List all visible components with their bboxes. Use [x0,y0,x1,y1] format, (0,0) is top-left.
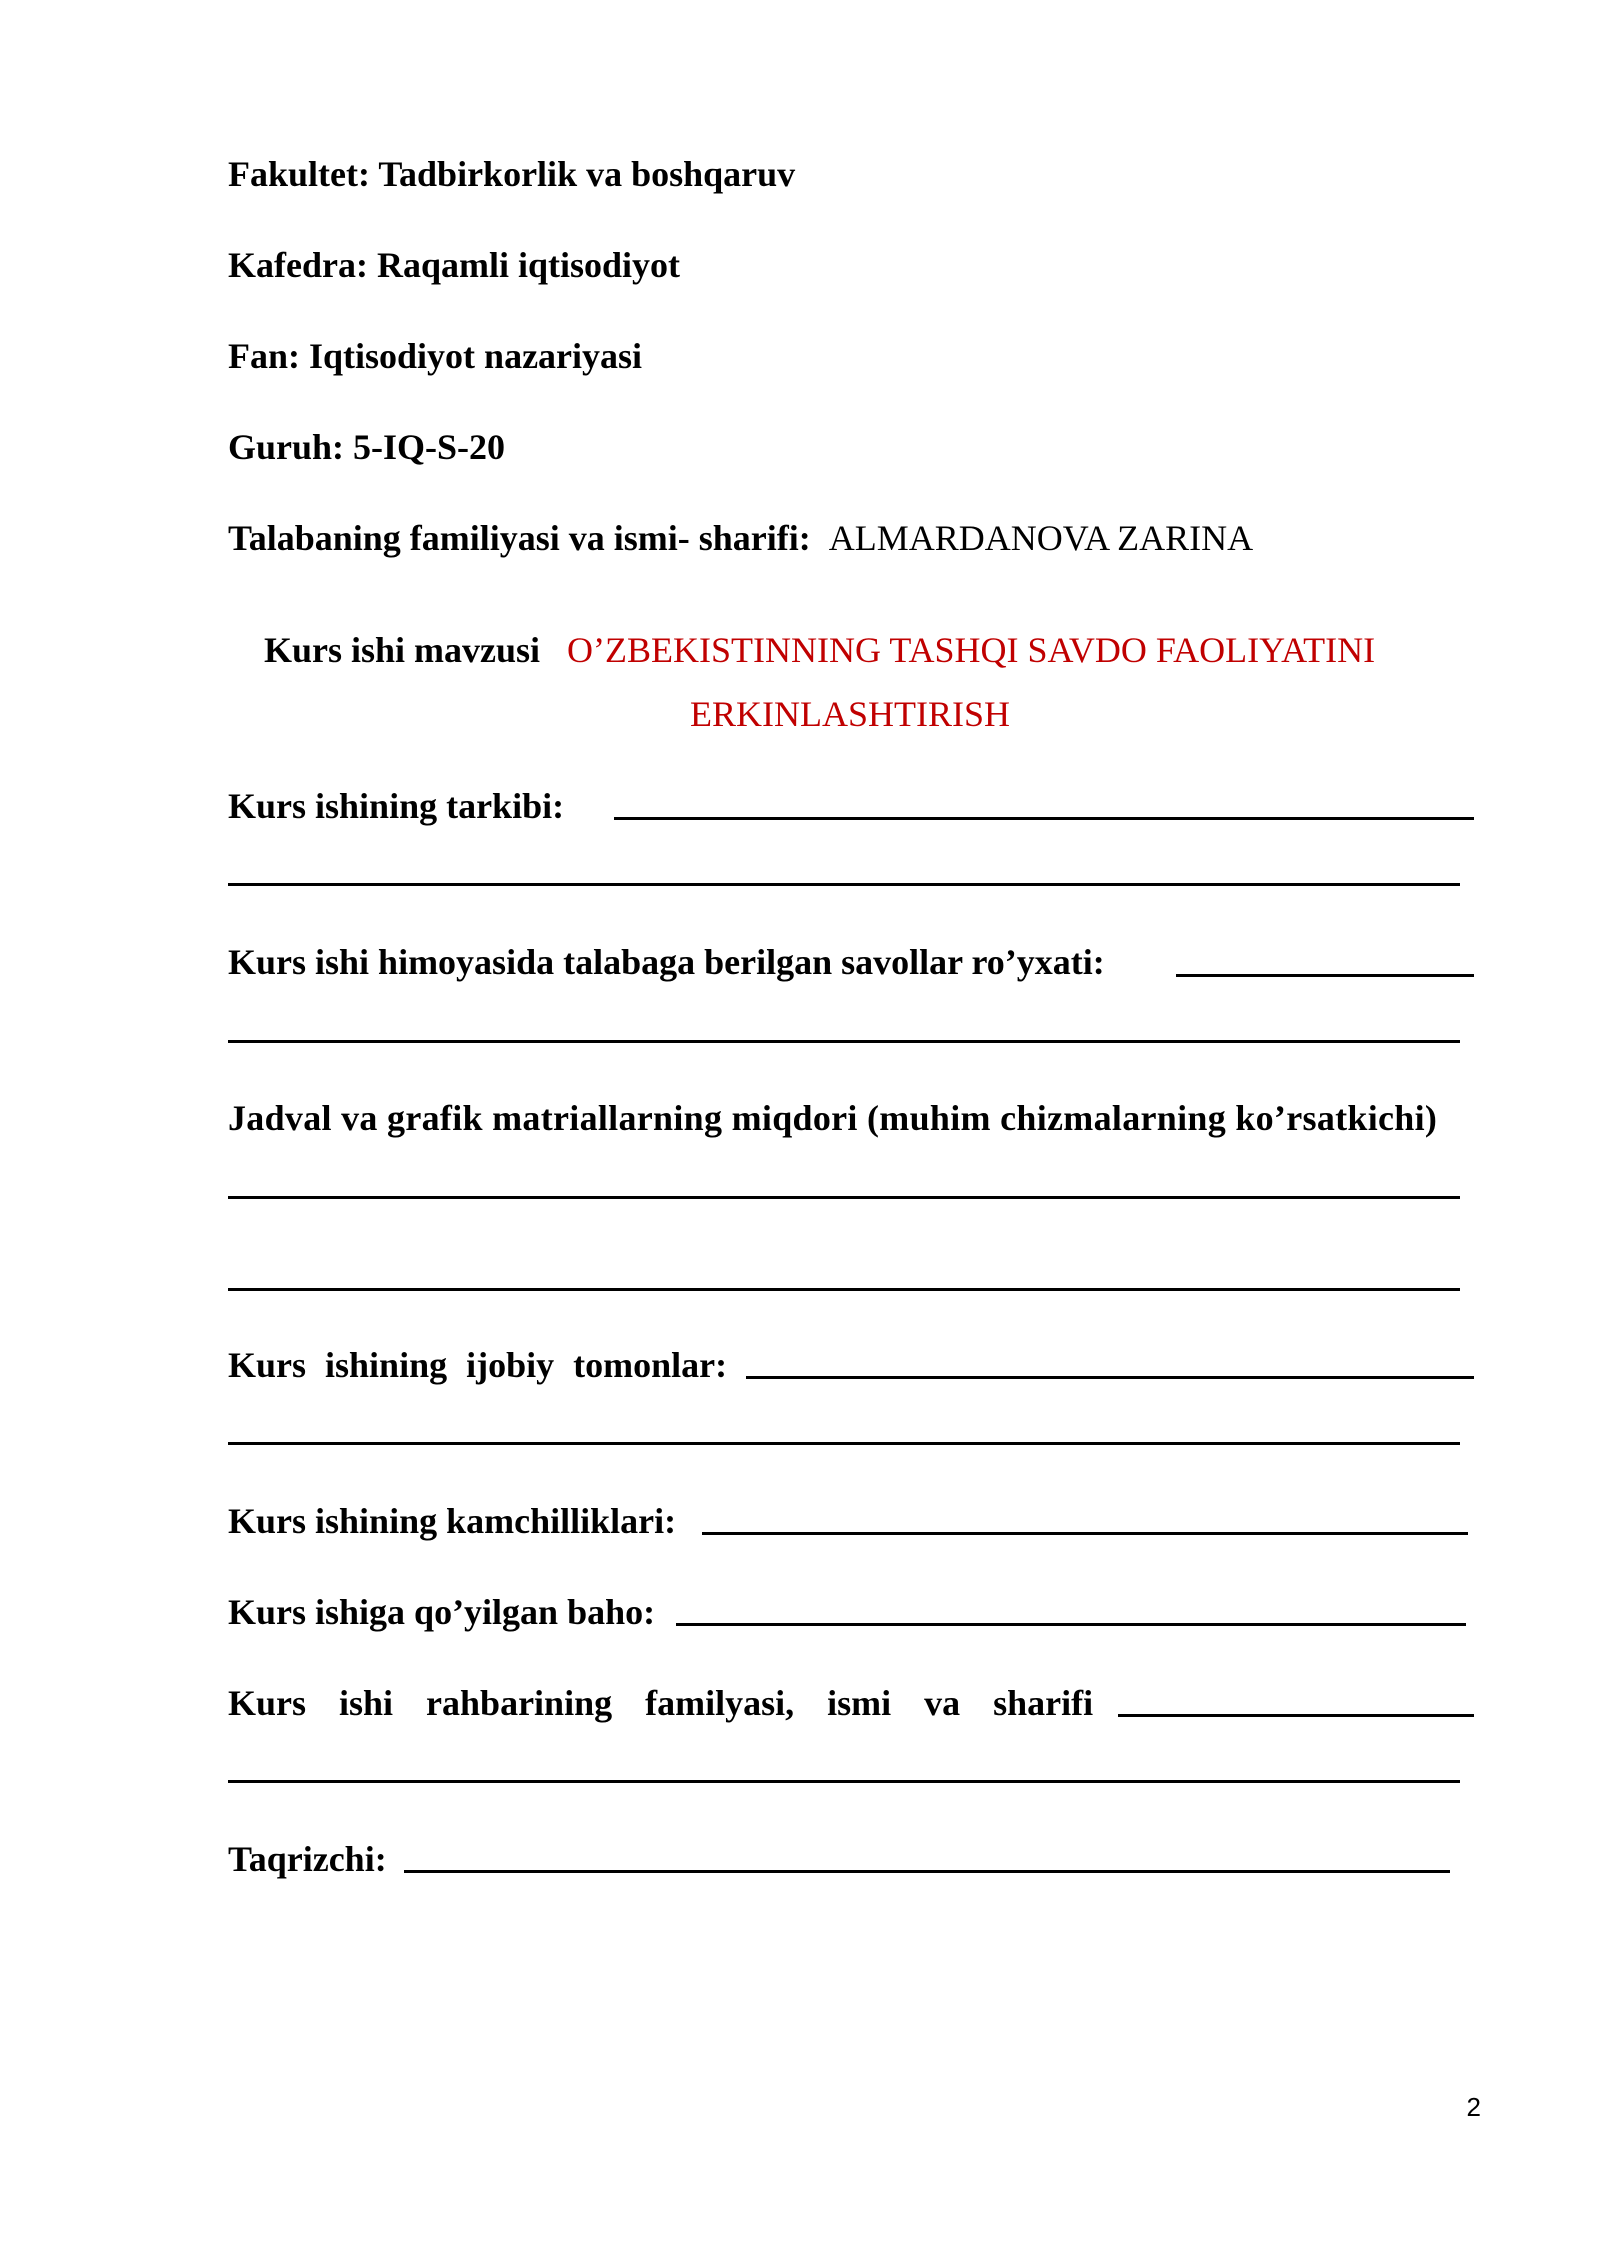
topic-label: Kurs ishi mavzusi [264,630,541,670]
reviewer-label: Taqrizchi: [228,1839,387,1879]
student-name: ALMARDANOVA ZARINA [828,518,1254,558]
tables-label: Jadval va grafik matriallarning miqdori (muhim chizmalarning ko’rsatkichi) [228,1098,1438,1138]
grade-label: Kurs ishiga qo’yilgan baho: [228,1592,656,1632]
topic-line [264,628,1375,672]
supervisor-blank-2[interactable] [228,1780,1460,1783]
composition-blank[interactable] [614,817,1474,820]
tables-blank[interactable] [228,1196,1460,1199]
topic-title-line2: ERKINLASHTIRISH [690,694,1010,734]
questions-blank[interactable] [1176,974,1474,977]
subject-line: Fan: Iqtisodiyot nazariyasi [228,336,643,376]
topic-title-line1: O’ZBEKISTINNING TASHQI SAVDO FAOLIYATINI [567,630,1376,670]
tables-blank-2[interactable] [228,1288,1460,1291]
questions-label-row [228,940,1228,984]
grade-blank[interactable] [676,1623,1466,1626]
shortcomings-blank[interactable] [702,1532,1468,1535]
positives-blank[interactable] [746,1376,1474,1379]
reviewer-blank[interactable] [404,1870,1450,1873]
group-line: Guruh: 5-IQ-S-20 [228,427,506,467]
composition-label: Kurs ishining tarkibi: [228,786,565,826]
questions-label: Kurs ishi himoyasida talabaga berilgan savollar ro’yxati: [228,942,1105,982]
shortcomings-label: Kurs ishining kamchilliklari: [228,1501,677,1541]
composition-blank-2[interactable] [228,883,1460,886]
student-label: Talabaning familiyasi va ismi- sharifi: [228,518,811,558]
positives-label: Kurs ishining ijobiy tomonlar: [228,1345,728,1385]
student-line [228,516,1253,560]
supervisor-blank[interactable] [1118,1714,1474,1717]
supervisor-label: Kurs ishi rahbarining familyasi, ismi va sharifi [228,1683,1094,1723]
department-line: Kafedra: Raqamli iqtisodiyot [228,245,681,285]
page-number: 2 [1466,2092,1481,2122]
questions-blank-2[interactable] [228,1040,1460,1043]
topic-title-line2-row [0,692,1600,736]
positives-blank-2[interactable] [228,1442,1460,1445]
faculty-line: Fakultet: Tadbirkorlik va boshqaruv [228,154,796,194]
